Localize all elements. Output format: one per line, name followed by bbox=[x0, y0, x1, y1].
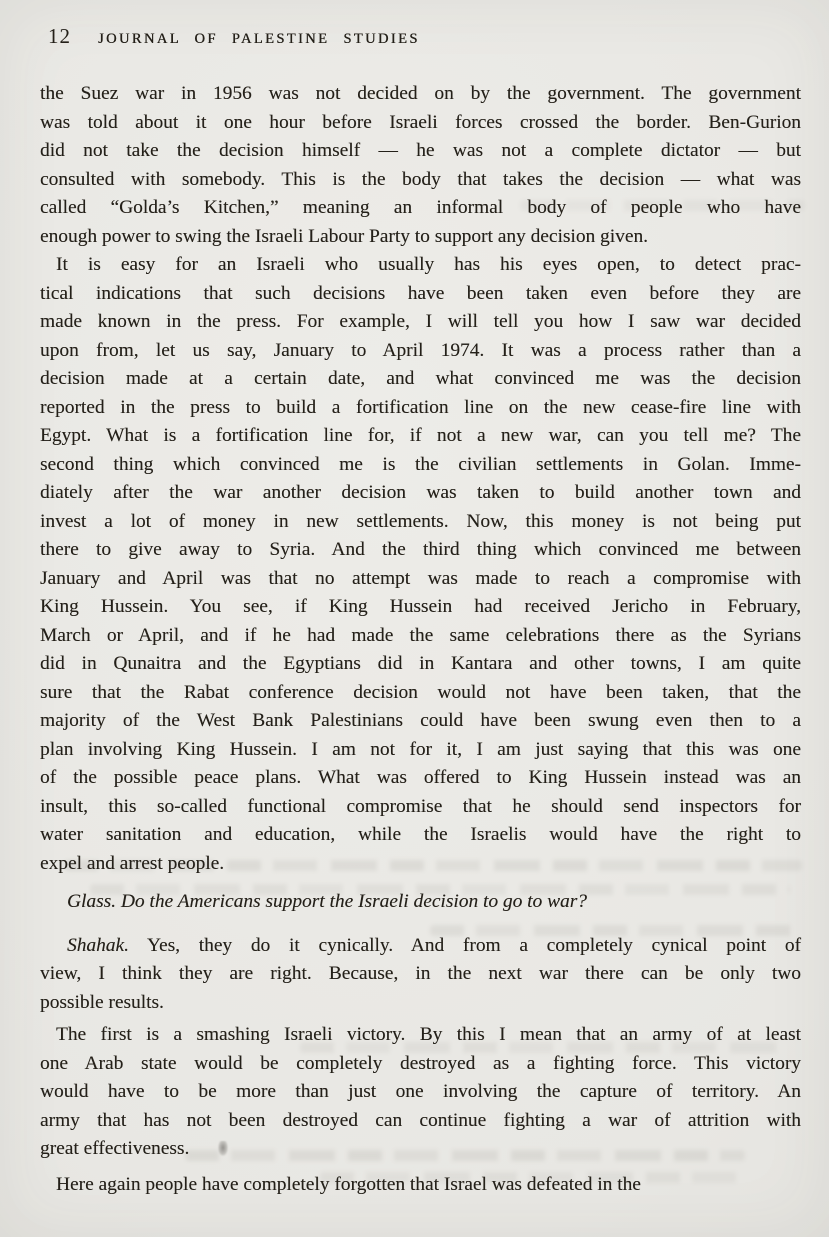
body-text bbox=[40, 80, 801, 1199]
text-line: majority of the West Bank Palestinians could have been swung even then to a bbox=[40, 710, 801, 731]
text-line: decision made at a certain date, and what convinced me was the decision bbox=[40, 368, 801, 389]
speaker-label: Shahak. bbox=[67, 934, 129, 956]
text-line: was told about it one hour before Israeli forces crossed the border. Ben-Gurion bbox=[40, 111, 801, 133]
paragraph-body bbox=[40, 1021, 801, 1164]
text-line: there to give away to Syria. And the third thing which convinced me between bbox=[40, 539, 801, 560]
text-line: enough power to swing the Israeli Labour Party to support any decision given. bbox=[40, 225, 648, 247]
line-text: Yes, they do it cynically. And from a completely cynical point of bbox=[146, 934, 801, 956]
text-line: water sanitation and education, while the Israelis would have the right to bbox=[40, 824, 801, 845]
text-line: great effectiveness. bbox=[40, 1138, 190, 1159]
text-line: King Hussein. You see, if King Hussein had received Jericho in February, bbox=[40, 596, 801, 617]
text-line: did in Qunaitra and the Egyptians did in Kantara and other towns, I am quite bbox=[40, 653, 801, 674]
text-line: view, I think they are right. Because, in the next war there can be only two bbox=[40, 963, 801, 984]
text-line: second thing which convinced me is the civilian settlements in Golan. Imme- bbox=[40, 453, 801, 475]
text-line: January and April was that no attempt was made to reach a compromise with bbox=[40, 567, 801, 589]
text-line: It is easy for an Israeli who usually has his eyes open, to detect prac- bbox=[56, 254, 801, 275]
text-line: diately after the war another decision was taken to build another town and bbox=[40, 482, 801, 503]
running-title: JOURNAL OF PALESTINE STUDIES bbox=[98, 31, 420, 47]
text-line: upon from, let us say, January to April 1974. It was a process rather than a bbox=[40, 339, 801, 361]
paragraph-body bbox=[40, 251, 801, 878]
speaker-label: Glass. bbox=[67, 891, 117, 912]
text-line: made known in the press. For example, I will tell you how I saw war decided bbox=[40, 311, 801, 332]
text-line: invest a lot of money in new settlements. Now, this money is not being put bbox=[40, 510, 801, 532]
text-line: called “Golda’s Kitchen,” meaning an informal body of people who have bbox=[40, 197, 801, 218]
text-line: did not take the decision himself — he was not a complete dictator — but bbox=[40, 140, 801, 161]
running-header bbox=[48, 24, 420, 49]
text-line: possible results. bbox=[40, 991, 164, 1013]
text-line: one Arab state would be completely destroyed as a fighting force. This victory bbox=[40, 1052, 801, 1074]
text-line bbox=[40, 932, 801, 961]
text-line: The first is a smashing Israeli victory. By this I mean that an army of at least bbox=[56, 1024, 801, 1045]
page-number: 12 bbox=[48, 24, 71, 48]
text-line: would have to be more than just one involving the capture of territory. An bbox=[40, 1081, 801, 1102]
line-text: Do the Americans support the Israeli decision to go to war? bbox=[120, 891, 587, 912]
paragraph-question bbox=[40, 888, 801, 917]
text-line bbox=[40, 888, 801, 917]
text-line: reported in the press to build a fortification line on the new cease-fire line with bbox=[40, 396, 801, 418]
text-line: insult, this so-called functional compromise that he should send inspectors for bbox=[40, 795, 801, 817]
text-line: March or April, and if he had made the same celebrations there as the Syrians bbox=[40, 624, 801, 646]
text-line: consulted with somebody. This is the body that takes the decision — what was bbox=[40, 168, 801, 190]
text-line: Here again people have completely forgotten that Israel was defeated in the bbox=[56, 1173, 641, 1195]
text-line: plan involving King Hussein. I am not for it, I am just saying that this was one bbox=[40, 738, 801, 760]
text-line: army that has not been destroyed can continue fighting a war of attrition with bbox=[40, 1109, 801, 1131]
text-line: Egypt. What is a fortification line for, if not a new war, can you tell me? The bbox=[40, 425, 801, 446]
paragraph-continuation bbox=[40, 80, 801, 251]
paragraph-answer bbox=[40, 932, 801, 1018]
text-line: the Suez war in 1956 was not decided on by the government. The government bbox=[40, 83, 801, 104]
text-line: sure that the Rabat conference decision would not have been taken, that the bbox=[40, 681, 801, 703]
paragraph-body bbox=[40, 1171, 801, 1200]
text-line: tical indications that such decisions have been taken even before they are bbox=[40, 282, 801, 304]
text-line: of the possible peace plans. What was offered to King Hussein instead was an bbox=[40, 767, 801, 788]
text-line: expel and arrest people. bbox=[40, 852, 225, 874]
